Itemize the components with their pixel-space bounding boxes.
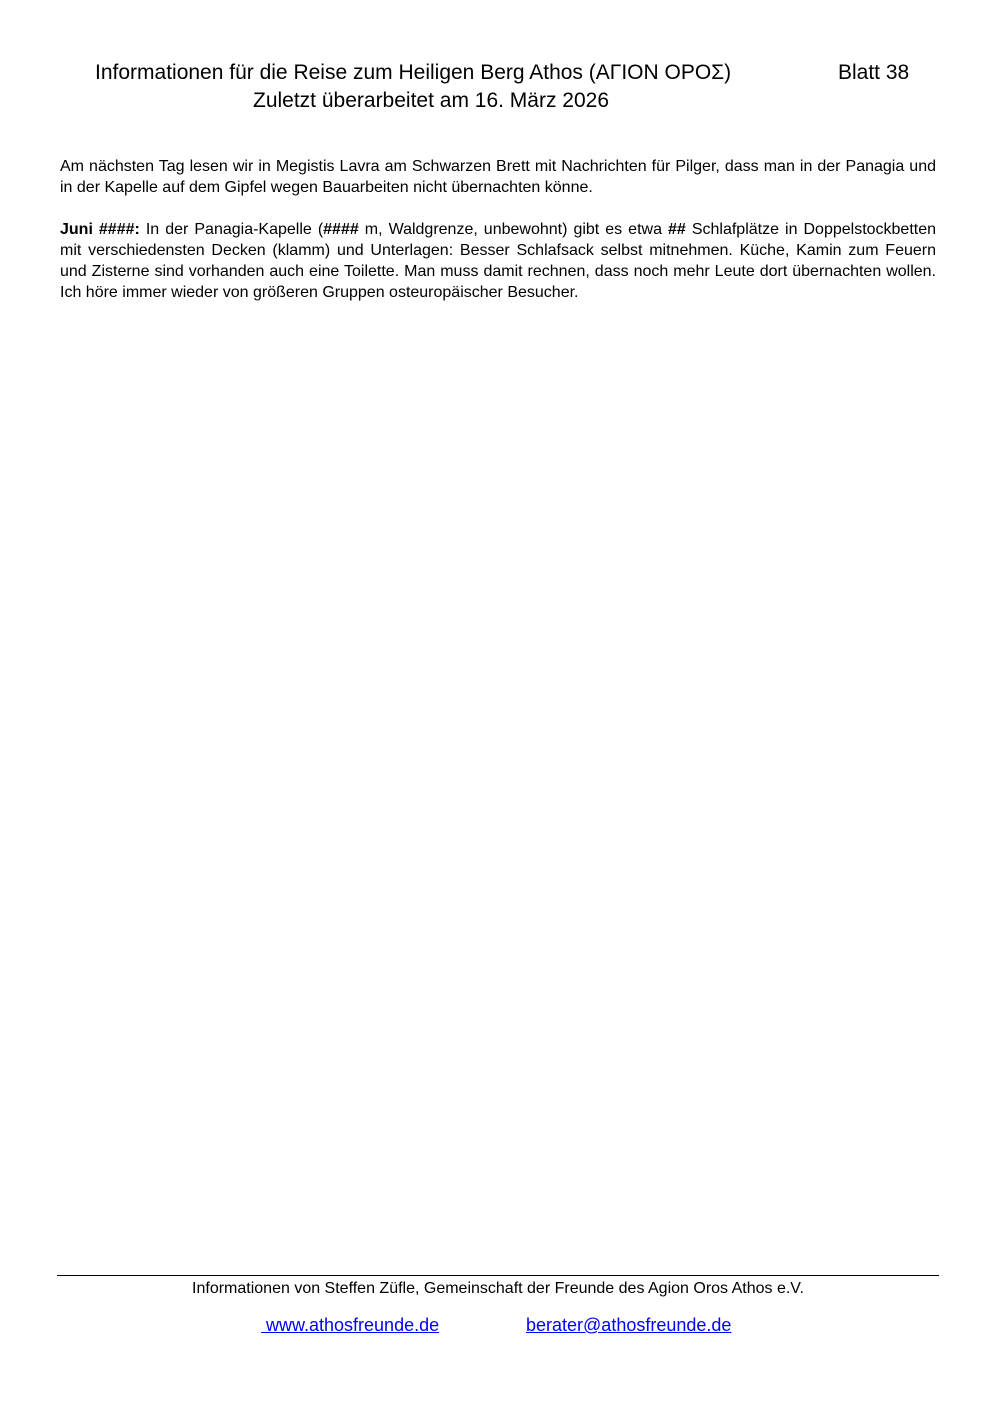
paragraph-text-a: In der Panagia-Kapelle ( (139, 221, 324, 238)
date-label: Juni ####: (60, 221, 140, 238)
altitude-value: #### (323, 221, 359, 238)
paragraph-notice: Am nächsten Tag lesen wir in Megistis Lavra am Schwarzen Brett mit Nachrichten für Pilger, dass man in der Panagia und in der Kapelle auf dem Gipfel wegen Bauarbeiten nicht übernachten könne. (60, 158, 936, 196)
email-link[interactable]: berater@athosfreunde.de (526, 1315, 732, 1335)
paragraph-text-c: Schlafplätze in Doppelstockbetten mit verschiedensten Decken (klamm) und Unterlagen: Besser Schlafsack selbst mitnehmen. Küche, Kamin zum Feuern und Zisterne sind vorhanden auch eine Toilette. Man muss damit rechnen, dass noch mehr Leute dort übernachten wollen. Ich höre immer wieder von größeren Gruppen osteuropäischer Besucher. (60, 221, 937, 301)
paragraph-panagia-chapel (60, 219, 936, 303)
document-title: Informationen für die Reise zum Heiligen Berg Athos (ΑΓΙΟΝ ΟΡΟΣ) (95, 61, 732, 84)
website-link[interactable]: www.athosfreunde.de (261, 1315, 440, 1335)
sheet-number: Blatt 38 (838, 61, 910, 84)
beds-count: ## (668, 221, 686, 238)
revision-date: Zuletzt überarbeitet am 16. März 2026 (253, 89, 610, 112)
footer-divider (57, 1275, 939, 1276)
document-title-line (95, 59, 910, 87)
footer-credit: Informationen von Steffen Züfle, Gemeinschaft der Freunde des Agion Oros Athos e.V. (192, 1280, 804, 1297)
main-text (60, 156, 936, 324)
paragraph-text-b: m, Waldgrenze, unbewohnt) gibt es etwa (358, 221, 669, 238)
